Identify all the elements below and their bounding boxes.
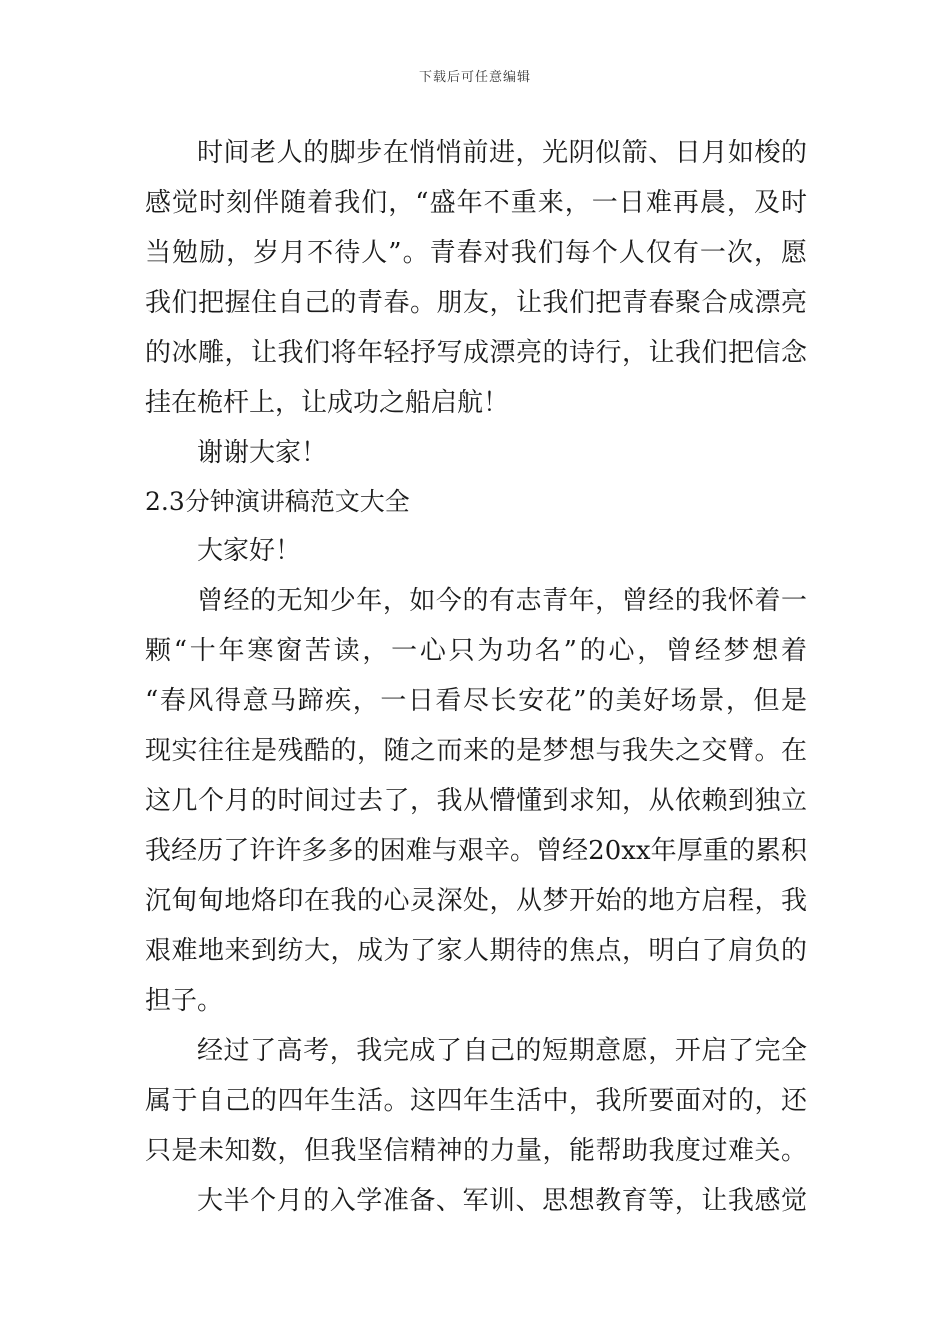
paragraph-2 bbox=[145, 576, 807, 1026]
paragraph-line: 属于自己的四年生活。这四年生活中，我所要面对的，还 bbox=[145, 1086, 807, 1116]
paragraph-line: 颗“十年寒窗苦读，一心只为功名”的心，曾经梦想着 bbox=[145, 636, 807, 666]
paragraph-line: 时间老人的脚步在悄悄前进，光阴似箭、日月如梭的 bbox=[197, 138, 807, 168]
paragraph-3 bbox=[145, 1026, 807, 1176]
section-title: 2.3分钟演讲稿范文大全 bbox=[145, 487, 410, 516]
paragraph-line: 挂在桅杆上，让成功之船启航！ bbox=[145, 388, 510, 418]
paragraph-line: 曾经的无知少年，如今的有志青年，曾经的我怀着一 bbox=[197, 586, 807, 616]
paragraph-line: 我们把握住自己的青春。朋友，让我们把青春聚合成漂亮 bbox=[145, 288, 807, 318]
paragraph-line: 经过了高考，我完成了自己的短期意愿，开启了完全 bbox=[197, 1036, 807, 1066]
paragraph-line: 我经历了许许多多的困难与艰辛。曾经20xx年厚重的累积 bbox=[145, 836, 807, 866]
paragraph-4 bbox=[145, 1176, 807, 1226]
paragraph-line: 沉甸甸地烙印在我的心灵深处，从梦开始的地方启程，我 bbox=[145, 886, 807, 916]
paragraph-line: 的冰雕，让我们将年轻抒写成漂亮的诗行，让我们把信念 bbox=[145, 338, 807, 368]
paragraph-1 bbox=[145, 128, 807, 428]
paragraph-line: “春风得意马蹄疾，一日看尽长安花”的美好场景，但是 bbox=[145, 686, 807, 716]
paragraph-line: 大半个月的入学准备、军训、思想教育等，让我感觉 bbox=[197, 1186, 807, 1216]
paragraph-line: 感觉时刻伴随着我们，“盛年不重来，一日难再晨，及时 bbox=[145, 188, 807, 218]
document-body bbox=[145, 128, 807, 1226]
paragraph-line: 只是未知数，但我坚信精神的力量，能帮助我度过难关。 bbox=[145, 1136, 807, 1166]
paragraph-line: 当勉励，岁月不待人”。青春对我们每个人仅有一次，愿 bbox=[145, 238, 807, 268]
paragraph-line: 这几个月的时间过去了，我从懵懂到求知，从依赖到独立 bbox=[145, 786, 807, 816]
paragraph-line: 担子。 bbox=[145, 986, 224, 1016]
paragraph-line: 艰难地来到纺大，成为了家人期待的焦点，明白了肩负的 bbox=[145, 936, 807, 966]
greeting-line: 大家好！ bbox=[197, 536, 302, 566]
paragraph-line: 现实往往是残酷的，随之而来的是梦想与我失之交臂。在 bbox=[145, 736, 807, 766]
thanks-line: 谢谢大家！ bbox=[197, 438, 328, 468]
page-header: 下载后可任意编辑 bbox=[418, 70, 531, 85]
